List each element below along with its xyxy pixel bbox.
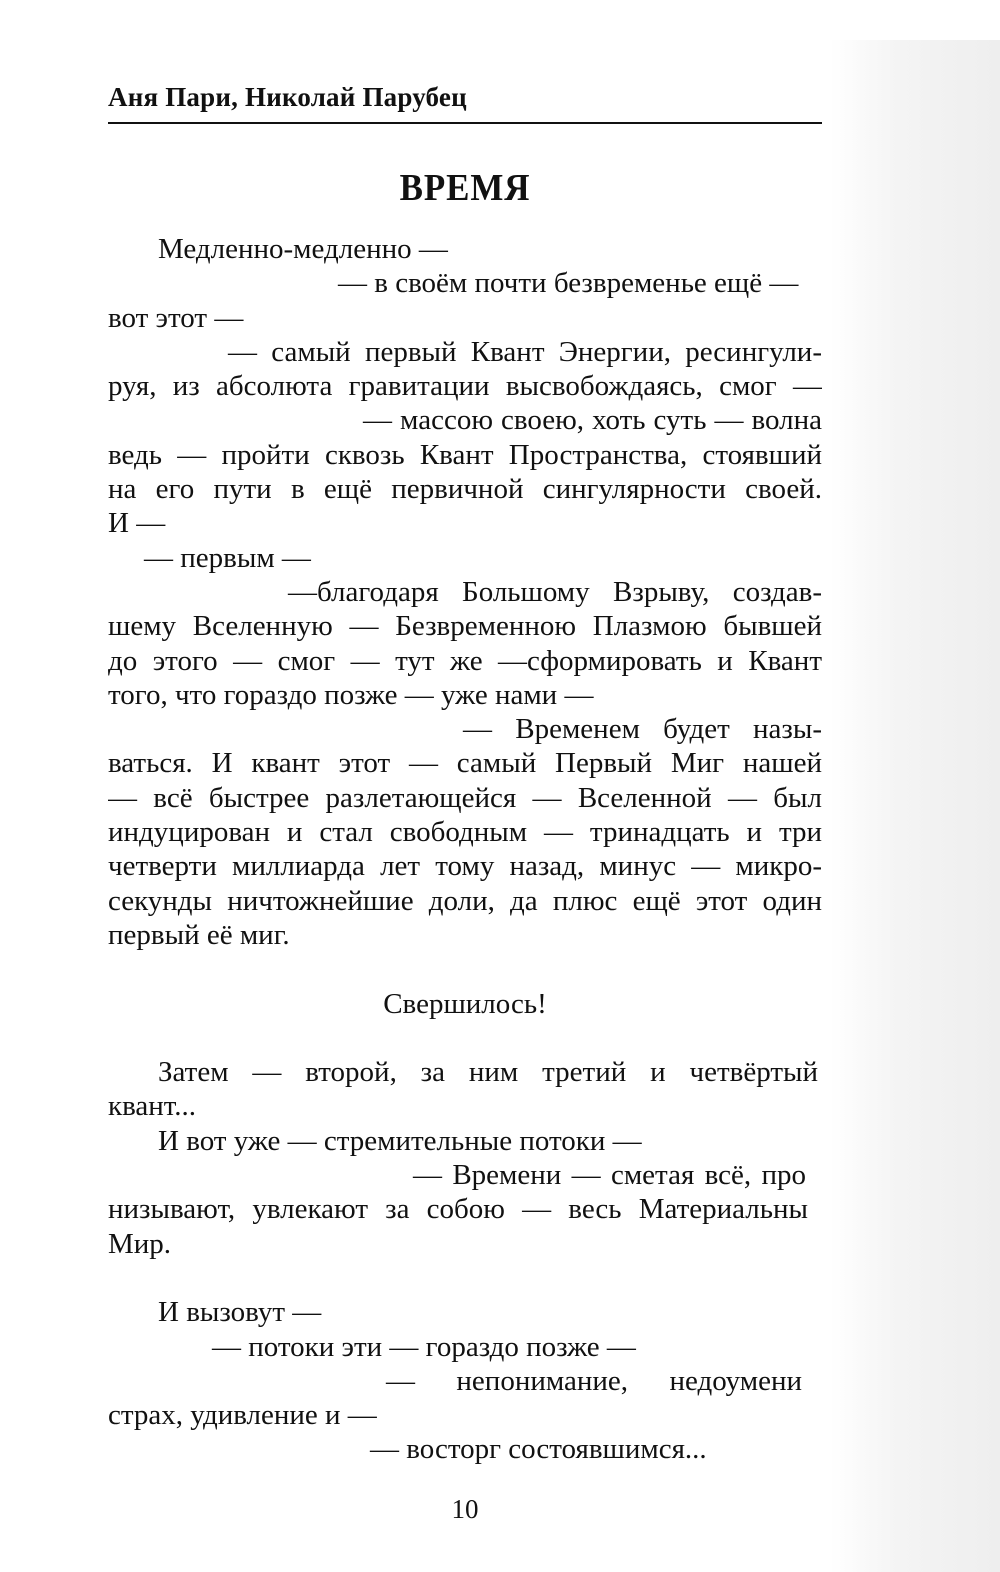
- text-line: квант...: [108, 1090, 197, 1123]
- text-line: ваться. И квант этот — самый Первый Миг нашей: [108, 747, 822, 780]
- text-line: И —: [108, 507, 166, 540]
- text-line: — потоки эти — гораздо позже —: [212, 1330, 636, 1363]
- text-line: — непонимание, недоумени: [386, 1364, 802, 1397]
- page-edge-shadow: [830, 40, 1000, 1572]
- text-line: — восторг состоявшимся...: [370, 1433, 707, 1466]
- text-line: того, что гораздо позже — уже нами —: [108, 678, 594, 711]
- running-head-authors: Аня Пари, Николай Парубец: [108, 82, 467, 112]
- text-line: Медленно-медленно —: [158, 233, 448, 265]
- paragraph-gap: [108, 1261, 822, 1295]
- text-line: И вызовут —: [158, 1296, 322, 1329]
- text-line: индуцирован и стал свободным — тринадцать и три: [108, 816, 822, 849]
- page-number: 10: [451, 1494, 479, 1524]
- text-line: низывают, увлекают за собою — весь Материальны: [108, 1193, 808, 1226]
- text-line: Свершилось!: [383, 987, 547, 1020]
- text-line: руя, из абсолюта гравитации высвобождаясь, смог —: [108, 370, 822, 403]
- text-line: — Времени — сметая всё, про: [413, 1159, 806, 1192]
- text-line: секунды ничтожнейшие доли, да плюс ещё этот один: [108, 884, 822, 917]
- header-rule: [108, 122, 822, 124]
- text-line: — первым —: [144, 541, 311, 574]
- text-line: — самый первый Квант Энергии, ресингули-: [228, 335, 822, 368]
- paragraph-gap: [108, 952, 822, 986]
- paragraph-gap: [108, 1021, 822, 1055]
- text-line: —благодаря Большому Взрыву, создав-: [288, 575, 822, 608]
- text-line: до этого — смог — тут же —сформировать и Квант: [108, 644, 822, 677]
- text-line: четверти миллиарда лет тому назад, минус — микро-: [108, 850, 822, 883]
- text-line: первый её миг.: [108, 918, 290, 951]
- text-line: шему Вселенную — Безвременною Плазмою бывшей: [108, 610, 822, 643]
- text-line: И вот уже — стремительные потоки —: [158, 1124, 642, 1157]
- text-line: — Временем будет назы-: [463, 713, 822, 746]
- text-line: — всё быстрее разлетающейся — Вселенной — был: [108, 781, 822, 814]
- text-line: — массою своею, хоть суть — волна: [363, 404, 822, 437]
- chapter-title: ВРЕМЯ: [399, 167, 531, 209]
- text-line: Мир.: [108, 1227, 172, 1260]
- text-line: ведь — пройти сквозь Квант Пространства, стоявший: [108, 438, 822, 471]
- text-line: вот этот —: [108, 301, 244, 334]
- text-line: страх, удивление и —: [108, 1399, 377, 1432]
- text-line: Затем — второй, за ним третий и четвёртый: [158, 1056, 818, 1089]
- text-line: на его пути в ещё первичной сингулярности своей.: [108, 473, 822, 506]
- body-text: [108, 232, 822, 1467]
- text-line: — в своём почти безвременье ещё —: [338, 267, 799, 300]
